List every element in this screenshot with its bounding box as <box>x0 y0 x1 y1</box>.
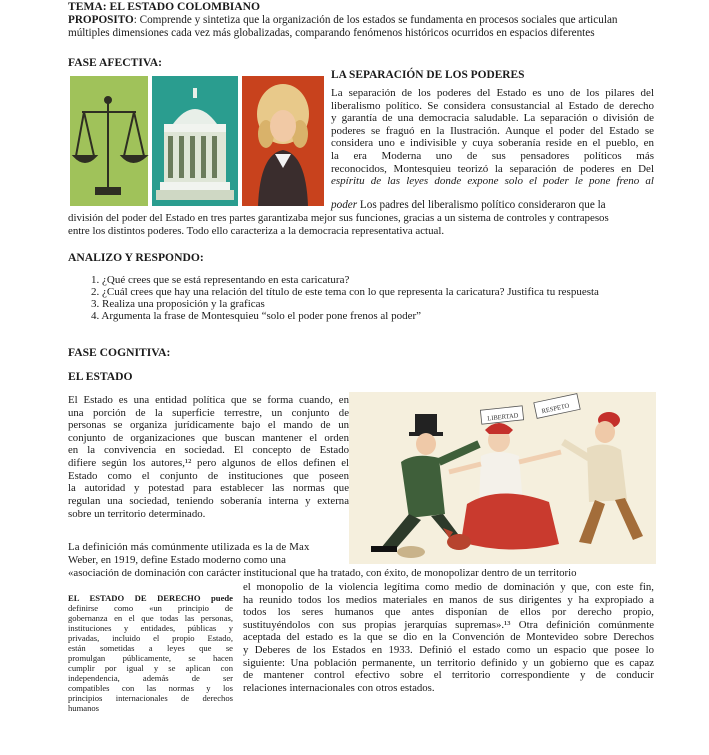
question-number: 1. <box>91 274 100 286</box>
analizo-heading: ANALIZO Y RESPONDO: <box>68 251 204 264</box>
estado-line: difiere según los autores,¹² pero algunos de ellos definen el <box>68 456 349 469</box>
estado-line: Estado como el conjunto de instituciones que poseen <box>68 469 349 482</box>
estado-paragraph-2-line-2: Weber, en 1919, define Estado moderno como una <box>68 554 286 566</box>
question-number: 3. <box>91 298 100 310</box>
right-line: aceptada del estado es la que se dio en la Convención de Montevideo sobre Derechos <box>243 631 654 644</box>
right-line: ha reunido todos los medios materiales en manos de sus dirigentes y ha expropiado a <box>243 593 654 606</box>
afectiva-line: La separación de los poderes del Estado es uno de los pilares del <box>331 87 654 99</box>
separation-of-powers-illustration <box>68 72 326 209</box>
proposito-line-1 <box>68 14 618 26</box>
sidebar-line <box>68 593 233 603</box>
right-line: todos los seres humanos que antes disponían de ellos por derecho propio, <box>243 606 654 619</box>
sidebar-line: gobernanza en el que todas las personas, <box>68 613 233 623</box>
question-text: Realiza una proposición y la graficas <box>102 298 265 310</box>
question-item <box>91 298 599 310</box>
sidebar-line-text: EL ESTADO DE DERECHO puede <box>68 593 233 603</box>
right-line: sustituyéndolos con sus propias jerarquías supremas».¹³ Otra definición comúnmente <box>243 618 654 631</box>
right-line: siguiente: Una población permanente, un territorio definido y un gobierno que es capaz <box>243 656 654 669</box>
question-item <box>91 310 599 322</box>
estado-de-derecho-box <box>68 593 233 713</box>
sidebar-line: definirse como «un principio de <box>68 603 233 613</box>
proposito-label: PROPOSITO <box>68 14 134 26</box>
afectiva-full-line-1: división del poder del Estado en tres partes garantizaba mejor sus funciones, gracias a un sistema de controles y contrapesos <box>68 212 609 224</box>
question-item <box>91 286 599 298</box>
estado-paragraph-1-last: sobre un territorio determinado. <box>68 508 206 520</box>
illustration-svg <box>68 72 326 209</box>
page-title: TEMA: EL ESTADO COLOMBIANO <box>68 0 261 13</box>
sidebar-line: cumplir por igual y se aplican con <box>68 663 233 673</box>
question-text: ¿Qué crees que se está representando en esta caricatura? <box>102 274 350 286</box>
fase-afectiva-heading: FASE AFECTIVA: <box>68 56 162 69</box>
estado-line: El Estado es una entidad política que se forma cuando, en <box>68 394 349 406</box>
estado-line: regulan una sociedad, teniendo soberanía interna y externa <box>68 494 349 507</box>
sidebar-line: promulgan públicamente, se hacen <box>68 653 233 663</box>
estado-right-last: relaciones internacionales con otros estados. <box>243 682 435 694</box>
question-number: 4. <box>91 310 100 322</box>
separacion-poderes-title: LA SEPARACIÓN DE LOS PODERES <box>331 69 525 81</box>
el-estado-subheading: EL ESTADO <box>68 370 133 383</box>
afectiva-italic-line: espíritu de las leyes donde expone solo el poder le pone freno al <box>331 175 654 188</box>
questions-list <box>91 274 599 322</box>
afectiva-line: considera uno e indivisible y cuya soberanía reside en el pueblo, en <box>331 137 654 150</box>
sidebar-line: están sometidas a leyes que se <box>68 643 233 653</box>
estado-line: conjunto de organizaciones que buscan mantener el orden <box>68 431 349 444</box>
sign-right-text: RESPETO <box>541 402 571 416</box>
estado-right-column <box>243 581 654 682</box>
afectiva-text: Los padres del liberalismo político consideraron que la <box>357 199 606 211</box>
right-line: el monopolio de la violencia legítima como medio de dominación y que, con este fin, <box>243 581 654 593</box>
afectiva-line: y garantía de una democracia saludable. La separación o división de <box>331 112 654 125</box>
estado-line: en la convivencia en sociedad. El concepto de Estado <box>68 444 349 457</box>
caricature-illustration <box>349 392 656 564</box>
estado-line: la autoridad y potestad para establecer las normas que <box>68 482 349 495</box>
sidebar-line: independencia, además de ser <box>68 673 233 683</box>
sidebar-last-line: humanos <box>68 703 100 713</box>
afectiva-full-line-2: entre los distintos poderes. Todo ello caracteriza a la democracia representativa actual. <box>68 225 445 237</box>
caricature-svg <box>349 392 656 564</box>
proposito-line-2: múltiples dimensiones cada vez más globalizadas, comparando fenómenos históricos ocurridos en espacios diferentes <box>68 27 595 39</box>
sidebar-line: privadas, incluido el propio Estado, <box>68 633 233 643</box>
proposito-text: : Comprende y sintetiza que la organización de los estados se fundamenta en procesos sociales que articulan <box>133 14 618 26</box>
afectiva-line: poderes se fraguó en la Ilustración. Aunque el poder del Estado se <box>331 124 654 137</box>
question-item <box>91 274 599 286</box>
right-line: de mantener control efectivo sobre el territorio correspondiente y de conducir <box>243 669 654 682</box>
afectiva-line: reconocidos, Montesquieu teorizó la separación de poderes en Del <box>331 162 654 175</box>
separacion-poderes-paragraph <box>331 87 654 188</box>
question-text: ¿Cuál crees que hay una relación del título de este tema con lo que representa la caricatura? Justifica tu respuesta <box>102 286 599 298</box>
question-text: Argumenta la frase de Montesquieu “solo el poder pone frenos al poder” <box>101 310 422 322</box>
sign-left-text: LIBERTAD <box>486 412 519 423</box>
estado-line: personas se organiza jurídicamente bajo el mando de un <box>68 419 349 432</box>
afectiva-line-after-italic <box>331 199 606 211</box>
sidebar-line: instituciones y entidades, públicas y <box>68 623 233 633</box>
sidebar-line: principios internacionales de derechos <box>68 693 233 703</box>
estado-paragraph-2-line-1: La definición más comúnmente utilizada es la de Max <box>68 541 310 553</box>
estado-paragraph-1 <box>68 394 349 507</box>
fase-cognitiva-heading: FASE COGNITIVA: <box>68 346 171 359</box>
estado-paragraph-2-full: «asociación de dominación con carácter institucional que ha tratado, con éxito, de monopolizar dentro de un territorio <box>68 567 577 579</box>
afectiva-italic-word: poder <box>331 199 358 211</box>
afectiva-line: liberalismo político. Se considera consustancial al Estado de derecho <box>331 99 654 112</box>
sidebar-line: compatibles con las normas y los <box>68 683 233 693</box>
estado-line: una porción de la superficie terrestre, un conjunto de <box>68 406 349 419</box>
question-number: 2. <box>91 286 100 298</box>
afectiva-line: la era Moderna uno de sus pensadores políticos más <box>331 149 654 162</box>
right-line: y Deberes de los Estados en 1933. Definió el estado como un espacio que posee lo <box>243 643 654 656</box>
